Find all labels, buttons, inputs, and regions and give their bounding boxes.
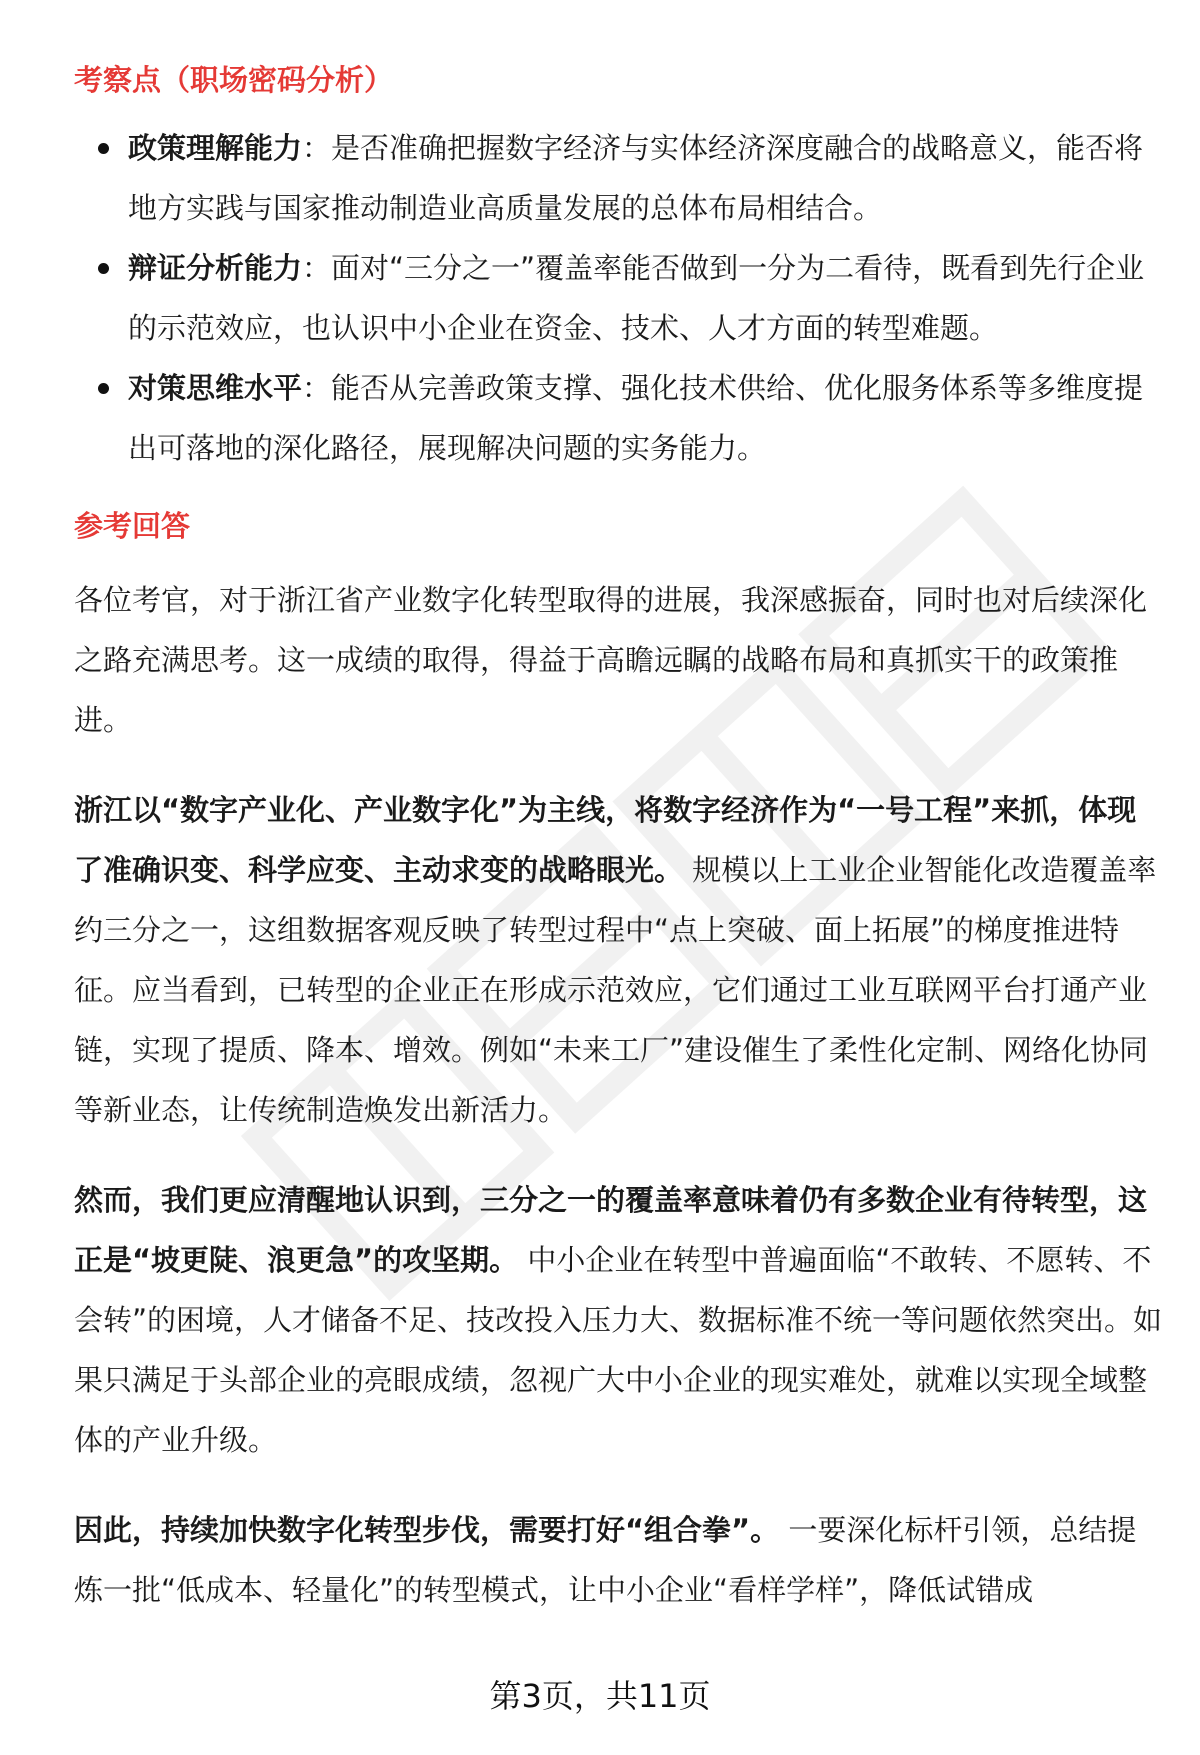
exam-points-title: 考察点（职场密码分析） bbox=[74, 63, 394, 97]
list-item bbox=[74, 238, 1164, 358]
list-item bbox=[74, 358, 1164, 478]
answer-paragraph bbox=[74, 1500, 1164, 1620]
reference-answer-title: 参考回答 bbox=[74, 509, 191, 543]
bullet-text: ：是否准确把握数字经济与实体经济深度融合的战略意义，能否将地方实践与国家推动制造业高质量发展的总体布局相结合。 bbox=[128, 131, 1144, 225]
bullet-dot-icon bbox=[98, 143, 109, 154]
bullet-text: ：面对“三分之一”覆盖率能否做到一分为二看待，既看到先行企业的示范效应，也认识中小企业在资金、技术、人才方面的转型难题。 bbox=[128, 251, 1145, 345]
paragraph-text: 中小企业在转型中普遍面临“不敢转、不愿转、不会转”的困境，人才储备不足、技改投入压力大、数据标准不统一等问题依然突出。如果只满足于头部企业的亮眼成绩，忽视广大中小企业的现实难处，就难以实现全域整体的产业升级。 bbox=[74, 1243, 1163, 1457]
paragraph-text: 各位考官，对于浙江省产业数字化转型取得的进展，我深感振奋，同时也对后续深化之路充满思考。这一成绩的取得，得益于高瞻远瞩的战略布局和真抓实干的政策推进。 bbox=[74, 583, 1148, 737]
bullet-text: ：能否从完善政策支撑、强化技术供给、优化服务体系等多维度提出可落地的深化路径，展现解决问题的实务能力。 bbox=[128, 371, 1144, 465]
bullet-dot-icon bbox=[98, 383, 109, 394]
page-number: 第3页，共11页 bbox=[489, 1677, 711, 1715]
answer-paragraph bbox=[74, 1170, 1164, 1470]
list-item bbox=[74, 118, 1164, 238]
bullet-label: 对策思维水平 bbox=[128, 371, 303, 405]
bullet-label: 政策理解能力 bbox=[128, 131, 303, 165]
paragraph-lead: 浙江以“数字产业化、产业数字化”为主线，将数字经济作为“一号工程”来抓，体现了准确识变、科学应变、主动求变的战略眼光。 bbox=[74, 793, 1137, 887]
bullet-label: 辩证分析能力 bbox=[128, 251, 303, 285]
exam-points-list bbox=[74, 118, 1164, 478]
document-page bbox=[74, 58, 1164, 1620]
answer-paragraph bbox=[74, 780, 1164, 1140]
answer-paragraph bbox=[74, 570, 1164, 750]
paragraph-text: 规模以上工业企业智能化改造覆盖率约三分之一，这组数据客观反映了转型过程中“点上突破、面上拓展”的梯度推进特征。应当看到，已转型的企业正在形成示范效应，它们通过工业互联网平台打通产业链，实现了提质、降本、增效。例如“未来工厂”建设催生了柔性化定制、网络化协同等新业态，让传统制造焕发出新活力。 bbox=[74, 853, 1157, 1127]
bullet-dot-icon bbox=[98, 263, 109, 274]
paragraph-text: 一要深化标杆引领，总结提炼一批“低成本、轻量化”的转型模式，让中小企业“看样学样”，降低试错成 bbox=[74, 1513, 1137, 1607]
paragraph-lead: 然而，我们更应清醒地认识到，三分之一的覆盖率意味着仍有多数企业有待转型，这正是“坡更陡、浪更急”的攻坚期。 bbox=[74, 1183, 1148, 1277]
paragraph-lead: 因此，持续加快数字化转型步伐，需要打好“组合拳”。 bbox=[74, 1513, 780, 1547]
